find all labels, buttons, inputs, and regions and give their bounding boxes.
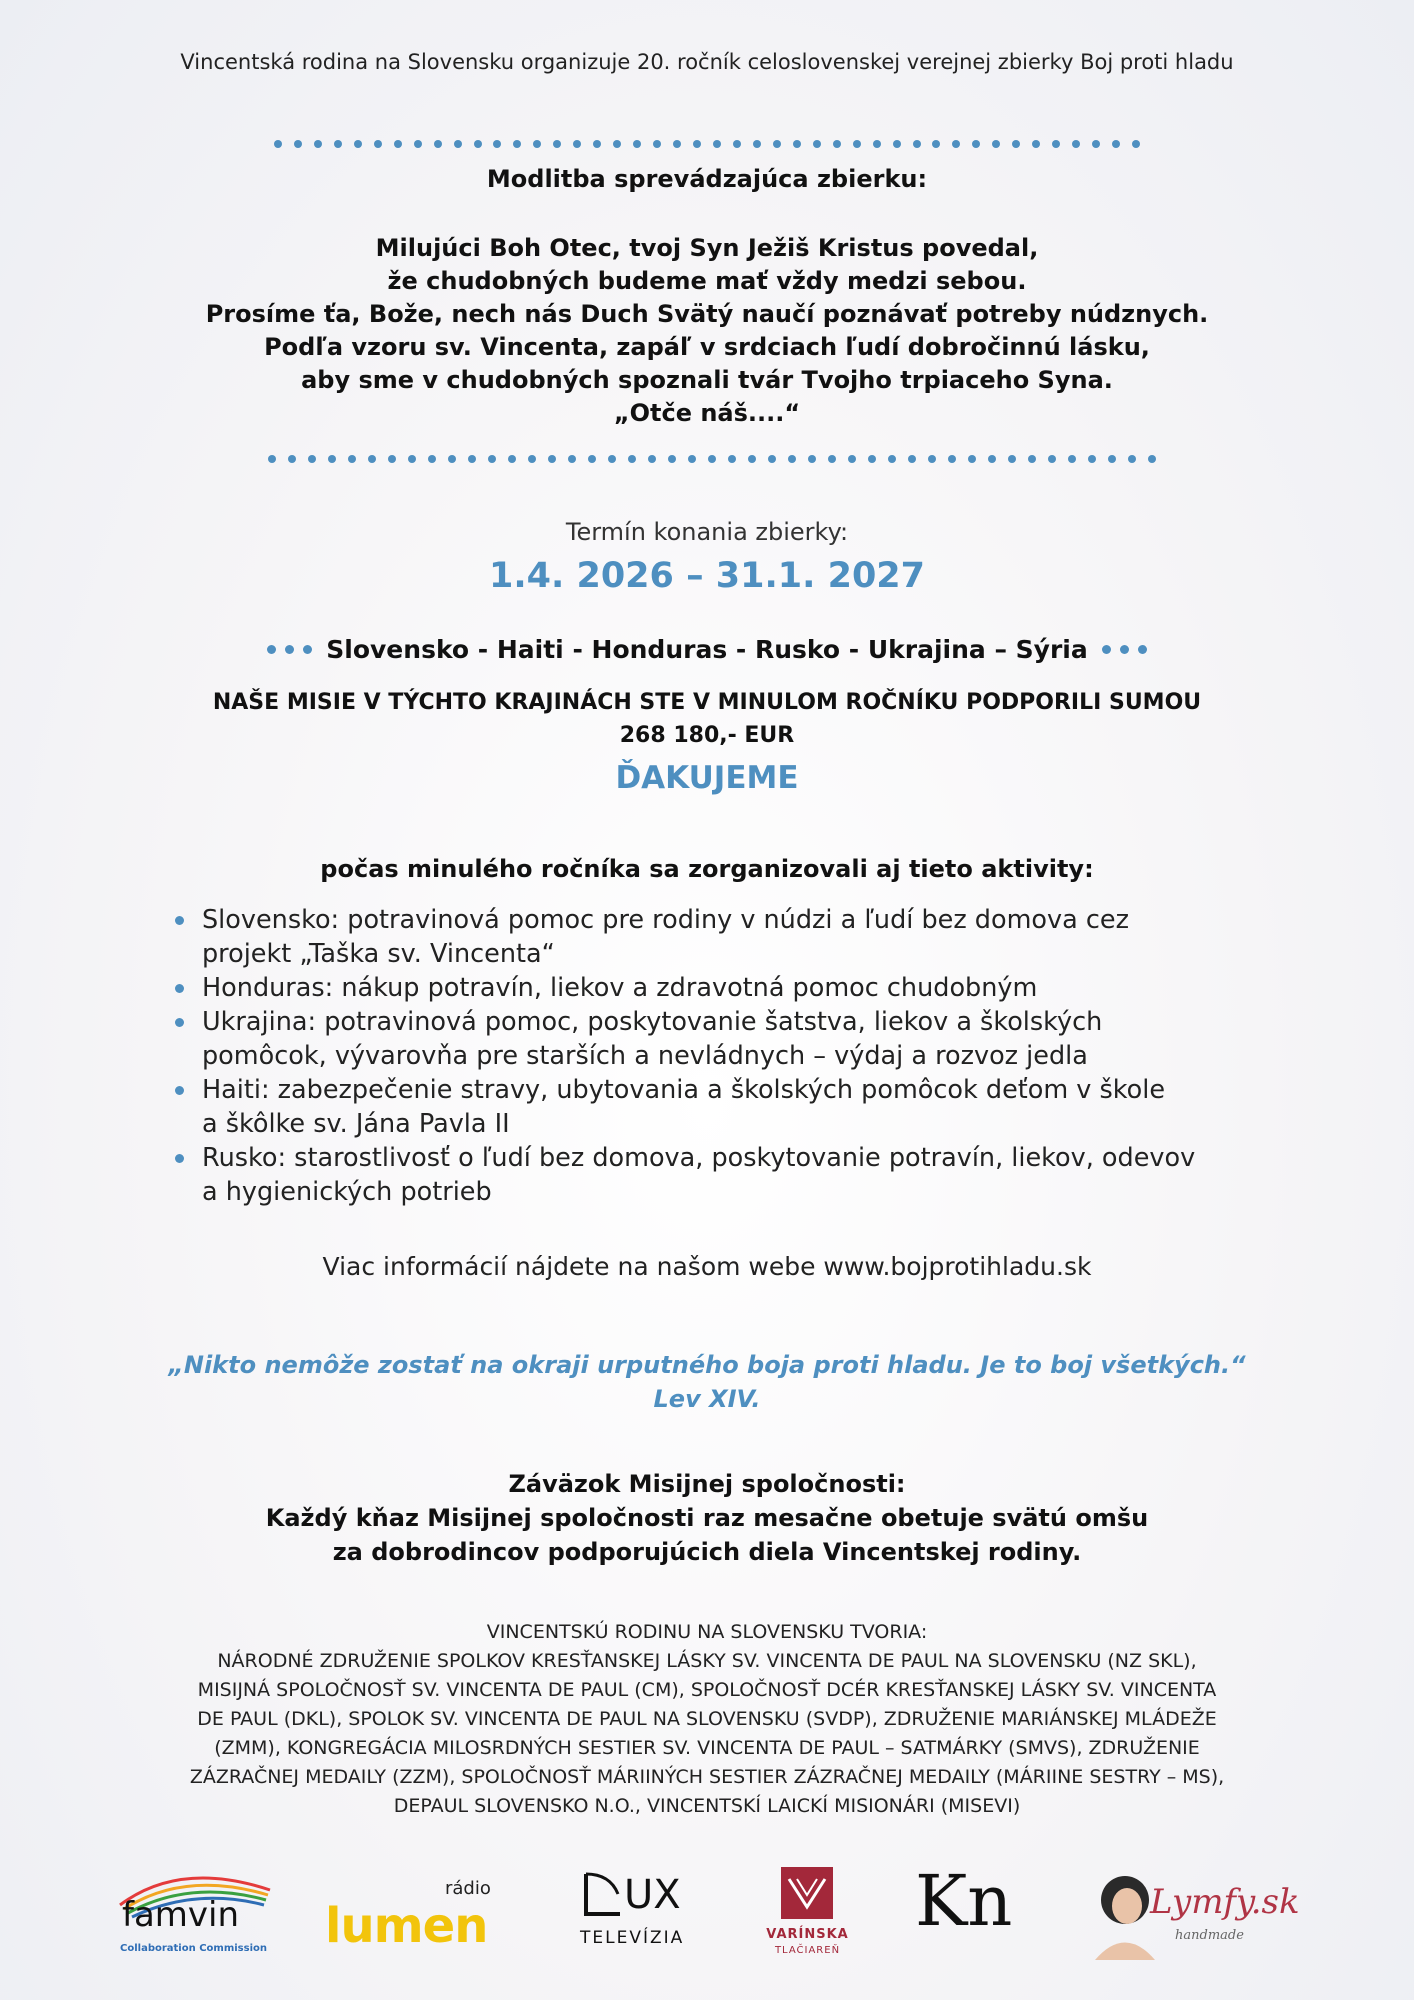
divider-dots-bottom (268, 455, 1156, 463)
divider-dot (508, 455, 516, 463)
quote-author: Lev XIV. (653, 1385, 761, 1413)
divider-dot (952, 140, 960, 148)
divider-dot (328, 455, 336, 463)
commitment-title: Záväzok Misijnej spoločnosti: (508, 1470, 906, 1498)
divider-dot (1108, 455, 1116, 463)
prayer-line: aby sme v chudobných spoznali tvár Tvojho trpiaceho Syna. (301, 366, 1113, 394)
divider-dot (932, 140, 940, 148)
commitment-line: Každý kňaz Misijnej spoločnosti raz mesačne obetuje svätú omšu (265, 1504, 1149, 1532)
divider-dot (873, 140, 881, 148)
lux-sub: TELEVÍZIA (580, 1928, 685, 1948)
divider-dot (1012, 140, 1020, 148)
list-item-line: pomôcok, vývarovňa pre starších a nevládnych – výdaj a rozvoz jedla (202, 1041, 1088, 1071)
list-item (170, 1005, 1310, 1073)
varinska-name: VARÍNSKA (766, 1927, 849, 1942)
list-item-line: projekt „Taška sv. Vincenta“ (202, 939, 555, 969)
prayer-line: že chudobných budeme mať vždy medzi sebou. (387, 267, 1027, 295)
divider-dot (1032, 140, 1040, 148)
divider-dot (334, 140, 342, 148)
more-info-text: Viac informácií nájdete na našom webe www.bojprotihladu.sk (322, 1252, 1092, 1281)
countries-row (0, 635, 1414, 664)
divider-dot (913, 140, 921, 148)
divider-dot (733, 140, 741, 148)
divider-dot (294, 140, 302, 148)
divider-dot (553, 140, 561, 148)
divider-dot (828, 455, 836, 463)
famvin-sub: Collaboration Commission (120, 1943, 267, 1954)
divider-dot (1072, 140, 1080, 148)
divider-dot (513, 140, 521, 148)
prayer-line: „Otče náš....“ (613, 399, 801, 427)
divider-dot (972, 140, 980, 148)
members-line: VINCENTSKÚ RODINU NA SLOVENSKU TVORIA: (486, 1621, 928, 1643)
divider-dot (893, 140, 901, 148)
list-item (170, 903, 1310, 971)
members-line: MISIJNÁ SPOLOČNOSŤ SV. VINCENTA DE PAUL (CM), SPOLOČNOSŤ DCÉR KRESŤANSKEJ LÁSKY SV. VINCENTA (197, 1679, 1217, 1701)
prayer-title: Modlitba sprevádzajúca zbierku: (486, 165, 928, 193)
divider-dot (368, 455, 376, 463)
divider-dot (528, 455, 536, 463)
list-item-line: Honduras: nákup potravín, liekov a zdravotná pomoc chudobným (202, 973, 1038, 1003)
prayer-text (0, 232, 1414, 430)
famvin-name: famvin (122, 1895, 240, 1935)
varinska-emblem-icon (779, 1865, 835, 1921)
divider-dot (408, 455, 416, 463)
commitment (0, 1467, 1414, 1569)
divider-dot (968, 455, 976, 463)
list-item (170, 971, 1310, 1005)
list-item-line: a škôlke sv. Jána Pavla II (202, 1109, 510, 1139)
divider-dot (753, 140, 761, 148)
divider-dot (653, 140, 661, 148)
countries-dots-left (267, 645, 312, 654)
famvin-logo (110, 1865, 280, 1960)
divider-dot (454, 140, 462, 148)
divider-dot (773, 140, 781, 148)
divider-dot (633, 140, 641, 148)
kn-logo (905, 1860, 1035, 1960)
activities-list (170, 903, 1310, 1209)
divider-dot (713, 140, 721, 148)
members-line: ZÁZRAČNEJ MEDAILY (ZZM), SPOLOČNOSŤ MÁRIINÝCH SESTIER ZÁZRAČNEJ MEDAILY (MÁRIINE SESTRY – MS), (189, 1766, 1225, 1788)
lux-name: UX (624, 1872, 681, 1918)
divider-dot (268, 455, 276, 463)
members-line: DEPAUL SLOVENSKO N.O., VINCENTSKÍ LAICKÍ MISIONÁRI (MISEVI) (393, 1795, 1021, 1817)
activities-title: počas minulého ročníka sa zorganizovali aj tieto aktivity: (320, 855, 1094, 883)
divider-dot (274, 140, 282, 148)
quote (0, 1348, 1414, 1416)
divider-dot (374, 140, 382, 148)
divider-dot (833, 140, 841, 148)
list-item (170, 1073, 1310, 1141)
divider-dot (608, 455, 616, 463)
list-item-line: Slovensko: potravinová pomoc pre rodiny v núdzi a ľudí bez domova cez (202, 905, 1129, 935)
divider-dot (1088, 455, 1096, 463)
members-line: DE PAUL (DKL), SPOLOK SV. VINCENTA DE PAUL NA SLOVENSKU (SVDP), ZDRUŽENIE MARIÁNSKEJ MLÁDEŽE (197, 1708, 1217, 1730)
divider-dot (1092, 140, 1100, 148)
divider-dot (288, 455, 296, 463)
divider-dot (394, 140, 402, 148)
lymfy-name: Lymfy.sk (1150, 1882, 1300, 1922)
divider-dot (988, 455, 996, 463)
divider-dot (813, 140, 821, 148)
divider-dot (573, 140, 581, 148)
divider-dot (648, 455, 656, 463)
support-line: NAŠE MISIE V TÝCHTO KRAJINÁCH STE V MINULOM ROČNÍKU PODPORILI SUMOU (212, 690, 1202, 715)
list-item-line: Haiti: zabezpečenie stravy, ubytovania a školských pomôcok deťom v škole (202, 1075, 1166, 1105)
divider-dot (1148, 455, 1156, 463)
divider-dot (1112, 140, 1120, 148)
divider-dot (868, 455, 876, 463)
divider-dot (992, 140, 1000, 148)
members-text (0, 1618, 1414, 1821)
divider-dot (668, 455, 676, 463)
divider-dot (354, 140, 362, 148)
divider-dot (493, 140, 501, 148)
divider-dot (768, 455, 776, 463)
term-label: Termín konania zbierky: (565, 518, 849, 546)
divider-dot (853, 140, 861, 148)
divider-dot (1008, 455, 1016, 463)
list-item-line: Rusko: starostlivosť o ľudí bez domova, poskytovanie potravín, liekov, odevov (202, 1143, 1196, 1173)
divider-dot (1048, 455, 1056, 463)
list-item (170, 1141, 1310, 1209)
divider-dot (308, 455, 316, 463)
divider-dot (1068, 455, 1076, 463)
thanks-heading: ĎAKUJEME (615, 760, 799, 796)
list-item-line: a hygienických potrieb (202, 1177, 492, 1207)
divider-dot (748, 455, 756, 463)
members-line: (ZMM), KONGREGÁCIA MILOSRDNÝCH SESTIER SV. VINCENTA DE PAUL – SATMÁRKY (SMVS), ZDRUŽENIE (214, 1737, 1200, 1759)
prayer-line: Milujúci Boh Otec, tvoj Syn Ježiš Kristus povedal, (375, 234, 1039, 262)
divider-dot (788, 455, 796, 463)
sponsor-logos (100, 1860, 1330, 1970)
divider-dot (568, 455, 576, 463)
divider-dot (1028, 455, 1036, 463)
lumen-name: lumen (325, 1898, 488, 1954)
prayer-line: Podľa vzoru sv. Vincenta, zapáľ v srdciach ľudí dobročinnú lásku, (264, 333, 1150, 361)
divider-dot (728, 455, 736, 463)
divider-dot (628, 455, 636, 463)
varinska-logo (755, 1865, 865, 1960)
commitment-line: za dobrodincov podporujúcich diela Vincentskej rodiny. (332, 1538, 1082, 1566)
divider-dot (428, 455, 436, 463)
divider-dot (1132, 140, 1140, 148)
divider-dot (673, 140, 681, 148)
divider-dot (348, 455, 356, 463)
divider-dot (848, 455, 856, 463)
divider-dot (793, 140, 801, 148)
divider-dot (474, 140, 482, 148)
divider-dot (434, 140, 442, 148)
support-text (0, 686, 1414, 752)
divider-dot (314, 140, 322, 148)
lumen-radio: rádio (445, 1878, 491, 1899)
divider-dot (928, 455, 936, 463)
support-amount: 268 180,- EUR (619, 723, 795, 748)
divider-dot (688, 455, 696, 463)
divider-dot (414, 140, 422, 148)
divider-dot (488, 455, 496, 463)
divider-dot (593, 140, 601, 148)
lux-logo (580, 1870, 700, 1960)
lumen-logo (325, 1870, 525, 1960)
divider-dot (708, 455, 716, 463)
lymfy-sub: handmade (1175, 1928, 1244, 1943)
countries-dots-right (1102, 645, 1147, 654)
header-text: Vincentská rodina na Slovensku organizuje 20. ročník celoslovenskej verejnej zbierky Boj proti hladu (180, 50, 1234, 74)
divider-dot (808, 455, 816, 463)
divider-dot (948, 455, 956, 463)
divider-dot (1052, 140, 1060, 148)
divider-dot (388, 455, 396, 463)
divider-dot (548, 455, 556, 463)
divider-dots-top (274, 140, 1140, 148)
divider-dot (693, 140, 701, 148)
lymfy-logo (1090, 1860, 1330, 1965)
term-dates: 1.4. 2026 – 31.1. 2027 (488, 556, 925, 596)
divider-dot (468, 455, 476, 463)
kn-name: Kn (915, 1860, 1013, 1942)
varinska-sub: TLAČIAREŇ (774, 1945, 841, 1956)
list-item-line: Ukrajina: potravinová pomoc, poskytovanie šatstva, liekov a školských (202, 1007, 1103, 1037)
members-line: NÁRODNÉ ZDRUŽENIE SPOLKOV KRESŤANSKEJ LÁSKY SV. VINCENTA DE PAUL NA SLOVENSKU (NZ SKL), (217, 1650, 1197, 1672)
divider-dot (588, 455, 596, 463)
divider-dot (613, 140, 621, 148)
divider-dot (533, 140, 541, 148)
divider-dot (448, 455, 456, 463)
divider-dot (888, 455, 896, 463)
divider-dot (1128, 455, 1136, 463)
quote-text: „Nikto nemôže zostať na okraji urputného boja proti hladu. Je to boj všetkých.“ (168, 1351, 1246, 1379)
lux-l-icon (580, 1870, 624, 1920)
countries-text: Slovensko - Haiti - Honduras - Rusko - Ukrajina – Sýria (326, 635, 1088, 664)
prayer-line: Prosíme ťa, Bože, nech nás Duch Svätý naučí poznávať potreby núdznych. (205, 300, 1209, 328)
divider-dot (908, 455, 916, 463)
